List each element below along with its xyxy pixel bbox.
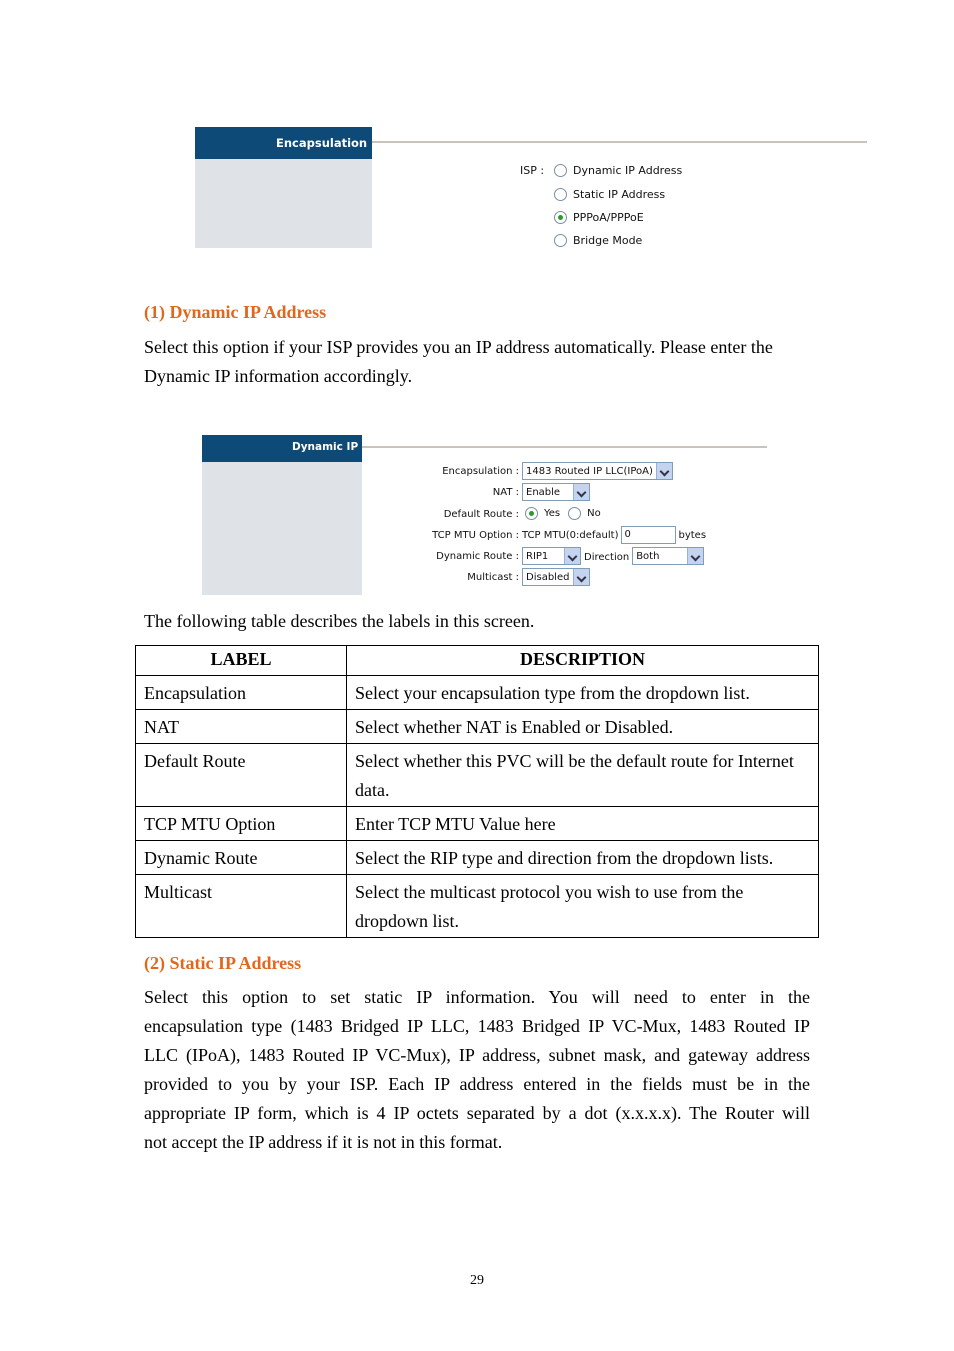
table-cell-label: Multicast bbox=[136, 875, 347, 938]
encapsulation-row bbox=[362, 462, 767, 482]
multicast-label: Multicast : bbox=[467, 572, 519, 583]
chevron-down-icon[interactable] bbox=[564, 548, 580, 564]
radio-icon[interactable] bbox=[554, 164, 567, 177]
tcp-mtu-input[interactable]: 0 bbox=[621, 526, 676, 544]
radio-icon[interactable] bbox=[554, 234, 567, 247]
isp-option-label: Static IP Address bbox=[573, 188, 666, 201]
table-cell-description: Select whether this PVC will be the default route for Internet data. bbox=[347, 744, 819, 807]
isp-option-pppoa-pppoe[interactable] bbox=[554, 211, 644, 224]
dynamic-ip-panel bbox=[202, 435, 767, 595]
table-row bbox=[136, 744, 819, 807]
nat-row bbox=[362, 483, 767, 503]
label-description-table bbox=[135, 645, 819, 938]
default-route-yes-radio[interactable] bbox=[525, 507, 538, 520]
panel-divider bbox=[372, 141, 867, 143]
default-route-no-radio[interactable] bbox=[568, 507, 581, 520]
default-route-label: Default Route : bbox=[443, 509, 519, 520]
table-row bbox=[136, 807, 819, 841]
default-route-no-label: No bbox=[587, 508, 601, 519]
isp-option-label: PPPoA/PPPoE bbox=[573, 211, 644, 224]
nat-select-value: Enable bbox=[526, 486, 561, 498]
panel-sidebar bbox=[195, 159, 372, 248]
table-cell-description: Select your encapsulation type from the dropdown list. bbox=[347, 676, 819, 710]
table-row bbox=[136, 676, 819, 710]
paragraph-line: Dynamic IP information accordingly. bbox=[144, 366, 413, 386]
isp-option-bridge-mode[interactable] bbox=[554, 234, 642, 247]
dynamic-route-select-value: RIP1 bbox=[526, 550, 549, 562]
tcp-mtu-row bbox=[362, 526, 767, 546]
dynamic-route-select[interactable] bbox=[522, 547, 581, 565]
isp-option-label: Bridge Mode bbox=[573, 234, 643, 247]
table-intro: The following table describes the labels in this screen. bbox=[144, 611, 535, 631]
isp-label: ISP : bbox=[520, 164, 545, 177]
table-header-label: LABEL bbox=[136, 646, 347, 676]
nat-select[interactable] bbox=[522, 483, 590, 501]
chevron-down-icon[interactable] bbox=[656, 463, 672, 479]
encapsulation-panel bbox=[195, 127, 867, 249]
table-cell-label: NAT bbox=[136, 710, 347, 744]
paragraph-line: provided to you by your ISP. Each IP address entered in the fields must be in the bbox=[144, 1074, 810, 1094]
isp-option-dynamic-ip[interactable] bbox=[554, 164, 682, 177]
nat-label: NAT : bbox=[492, 487, 519, 498]
table-cell-label: Default Route bbox=[136, 744, 347, 807]
panel-divider bbox=[362, 446, 767, 448]
table-cell-description: Select the RIP type and direction from the dropdown lists. bbox=[347, 841, 819, 875]
table-cell-label: TCP MTU Option bbox=[136, 807, 347, 841]
table-row bbox=[136, 710, 819, 744]
chevron-down-icon[interactable] bbox=[573, 484, 589, 500]
tcp-mtu-unit: bytes bbox=[678, 529, 707, 541]
table-cell-description: Enter TCP MTU Value here bbox=[347, 807, 819, 841]
tcp-mtu-label: TCP MTU Option : bbox=[432, 530, 519, 541]
table-cell-label: Encapsulation bbox=[136, 676, 347, 710]
section2-paragraph bbox=[144, 983, 810, 1157]
section-heading-static-ip: (2) Static IP Address bbox=[144, 953, 302, 973]
chevron-down-icon[interactable] bbox=[573, 569, 589, 585]
table-header-row bbox=[136, 646, 819, 676]
isp-option-static-ip[interactable] bbox=[554, 188, 665, 201]
table-row bbox=[136, 875, 819, 938]
encapsulation-select-value: 1483 Routed IP LLC(IPoA) bbox=[526, 465, 653, 477]
tcp-mtu-hint: TCP MTU(0:default) bbox=[522, 529, 619, 541]
dynamic-ip-panel-header: Dynamic IP bbox=[202, 435, 362, 462]
encapsulation-label: Encapsulation : bbox=[442, 466, 519, 477]
table-cell-description: Select the multicast protocol you wish to use from the dropdown list. bbox=[347, 875, 819, 938]
encapsulation-panel-header: Encapsulation bbox=[195, 127, 372, 159]
direction-select[interactable] bbox=[632, 547, 704, 565]
table-cell-description: Select whether NAT is Enabled or Disabled. bbox=[347, 710, 819, 744]
table-row bbox=[136, 841, 819, 875]
dynamic-route-label: Dynamic Route : bbox=[436, 551, 519, 562]
paragraph-line: appropriate IP form, which is 4 IP octets separated by a dot (x.x.x.x). The Router will bbox=[144, 1103, 810, 1123]
section1-paragraph bbox=[144, 333, 810, 391]
section-heading-dynamic-ip: (1) Dynamic IP Address bbox=[144, 302, 327, 322]
isp-option-label: Dynamic IP Address bbox=[573, 164, 683, 177]
paragraph-line: encapsulation type (1483 Bridged IP LLC, 1483 Bridged IP VC-Mux, 1483 Routed IP bbox=[144, 1016, 810, 1036]
radio-icon[interactable] bbox=[554, 188, 567, 201]
paragraph-line: Select this option if your ISP provides you an IP address automatically. Please enter the bbox=[144, 337, 773, 357]
paragraph-line: Select this option to set static IP information. You will need to enter in the bbox=[144, 987, 810, 1007]
default-route-yes-label: Yes bbox=[544, 508, 561, 519]
encapsulation-select[interactable] bbox=[522, 462, 673, 480]
direction-select-value: Both bbox=[636, 550, 660, 562]
multicast-select-value: Disabled bbox=[526, 571, 570, 583]
table-cell-label: Dynamic Route bbox=[136, 841, 347, 875]
radio-selected-icon[interactable] bbox=[554, 211, 567, 224]
page-number: 29 bbox=[470, 1273, 484, 1288]
paragraph-line: not accept the IP address if it is not in this format. bbox=[144, 1132, 503, 1152]
multicast-select[interactable] bbox=[522, 568, 590, 586]
table-header-description: DESCRIPTION bbox=[347, 646, 819, 676]
dynamic-route-row bbox=[362, 547, 767, 567]
chevron-down-icon[interactable] bbox=[687, 548, 703, 564]
paragraph-line: LLC (IPoA), 1483 Routed IP VC-Mux), IP address, subnet mask, and gateway address bbox=[144, 1045, 810, 1065]
direction-label: Direction bbox=[584, 552, 630, 563]
panel-sidebar bbox=[202, 462, 362, 595]
multicast-row bbox=[362, 568, 767, 588]
default-route-row bbox=[362, 505, 767, 525]
